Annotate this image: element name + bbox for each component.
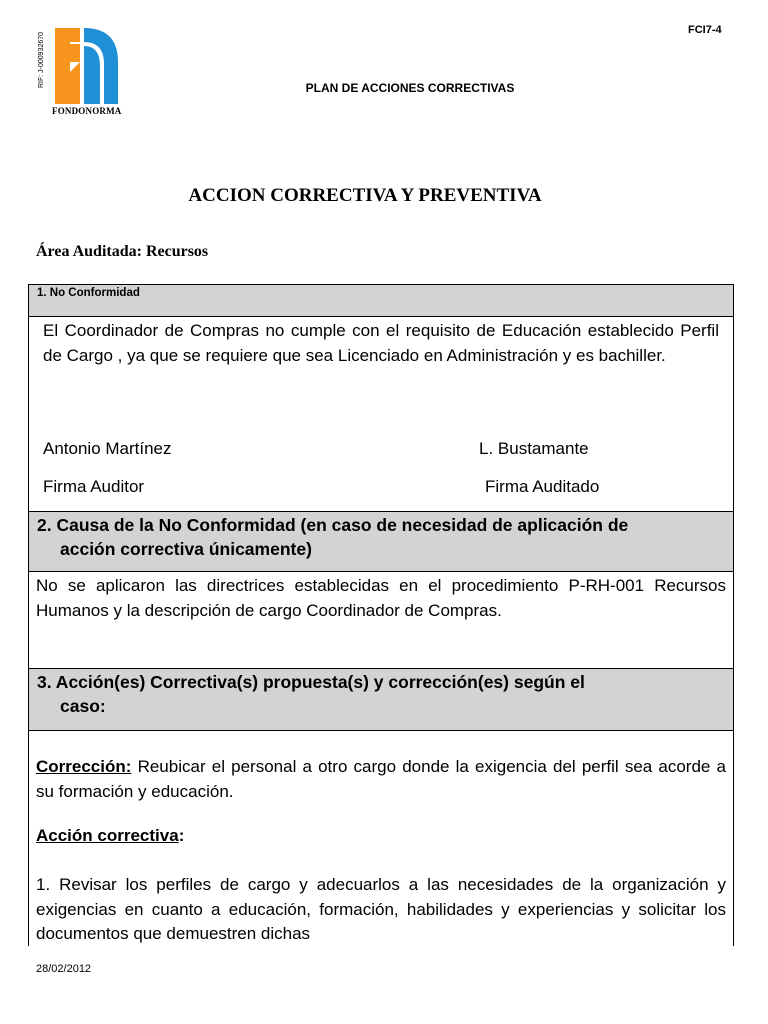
correction-text: Reubicar el personal a otro cargo donde la exigencia del perfil sea acorde a su formación y educación.: [36, 757, 726, 801]
section2-body: [29, 571, 733, 668]
correction-label: Corrección:: [36, 757, 132, 776]
document-title: ACCION CORRECTIVA Y PREVENTIVA: [188, 185, 542, 206]
plan-title: PLAN DE ACCIONES CORRECTIVAS: [305, 81, 515, 95]
nonconformity-text: El Coordinador de Compras no cumple con el requisito de Educación establecido Perfil de Cargo , ya que se requiere que sea Licenciado en Administración y es bachiller.: [43, 321, 719, 365]
section3-heading: 3. Acción(es) Correctiva(s) propuesta(s) y corrección(es) según el caso:: [37, 672, 585, 716]
section3-body: [29, 730, 733, 946]
cause-text: No se aplicaron las directrices establecidas en el procedimiento P-RH-001 Recursos Humanos y la descripción de cargo Coordinador de Compras.: [36, 576, 726, 620]
audited-area: Área Auditada: Recursos: [36, 243, 209, 260]
corrective-action-item-1: 1. Revisar los perfiles de cargo y adecuarlos a las necesidades de la organización y exigencias en cuanto a educación, formación, habilidades y experiencias y solicitar los documentos que demuestren dichas: [36, 875, 726, 943]
logo-wordmark: FONDONORMA: [52, 106, 122, 116]
section1-label: 1. No Conformidad: [37, 287, 140, 299]
footer-date: 28/02/2012: [36, 963, 92, 975]
section1-body: [29, 316, 733, 511]
fondonorma-logo-mark: [40, 22, 125, 118]
form-table: [28, 284, 734, 946]
audited-name: L. Bustamante: [479, 439, 589, 458]
svg-text:RIF: J-000932670: RIF: J-000932670: [38, 31, 45, 88]
section3-header: [29, 668, 733, 730]
audited-signature-label: Firma Auditado: [485, 477, 600, 496]
section1-header: [29, 285, 733, 316]
auditor-signature-label: Firma Auditor: [43, 477, 145, 496]
corrective-action-heading: Acción correctiva:: [36, 826, 185, 845]
section2-heading: 2. Causa de la No Conformidad (en caso de necesidad de aplicación de acción correctiva únicamente): [37, 515, 629, 559]
form-code: FCI7-4: [688, 24, 722, 36]
auditor-name: Antonio Martínez: [43, 439, 172, 458]
fondonorma-logo: [40, 22, 125, 118]
section2-header: [29, 511, 733, 571]
correction-paragraph: [36, 755, 726, 804]
